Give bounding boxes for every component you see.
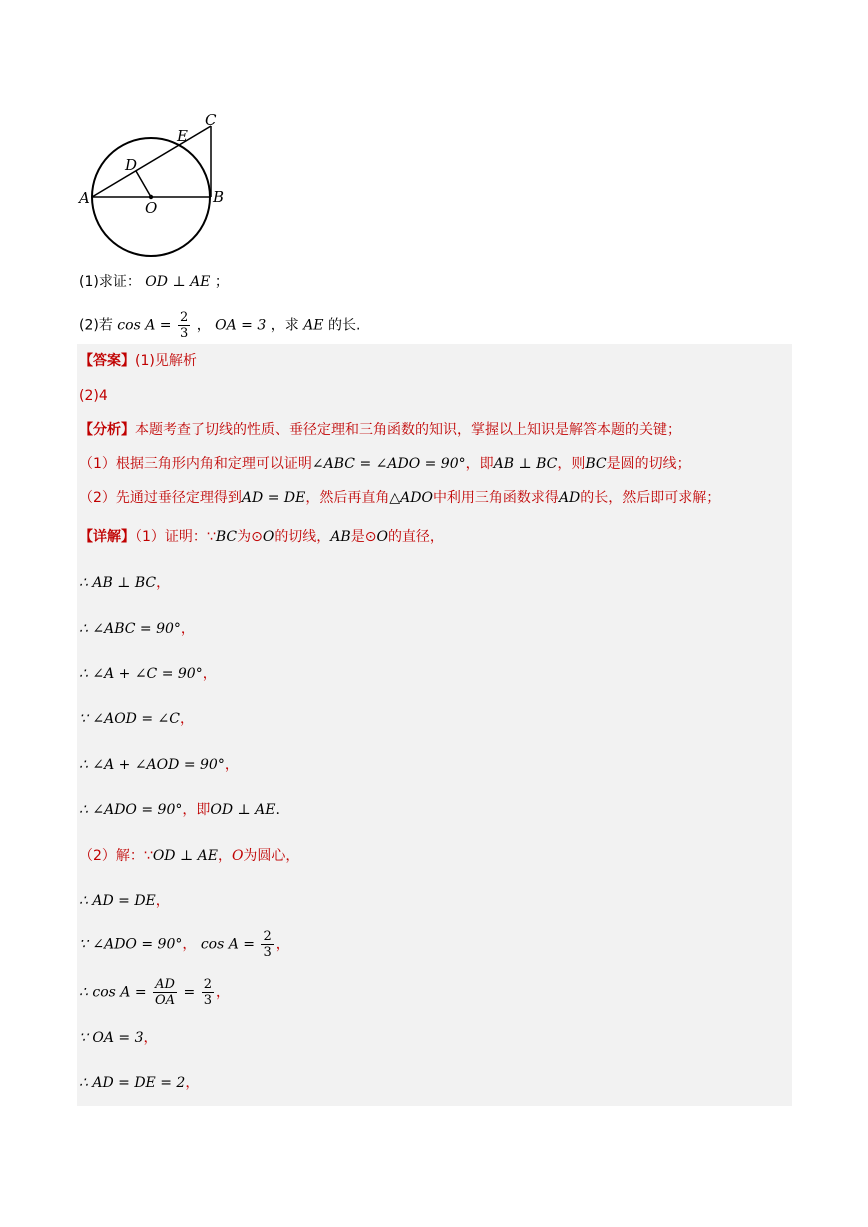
label-a: A (79, 189, 90, 207)
p2-pre: （2）解：∵ (79, 848, 153, 864)
s1-comma: ， (156, 575, 171, 591)
step-7 (79, 891, 170, 911)
q2-fraction (178, 310, 190, 341)
label-d: D (125, 156, 138, 174)
step-6 (79, 800, 280, 820)
q2-ae: AE (303, 317, 324, 334)
d-mid: 为⊙ (237, 529, 263, 545)
q2-prefix: (2)若 (79, 317, 113, 334)
analysis-text: 本题考查了切线的性质、垂径定理和三角函数的知识，掌握以上知识是解答本题的关键； (135, 422, 681, 438)
a1-math-2: AB ⊥ BC (493, 456, 558, 472)
s8-comma-2: ， (275, 936, 290, 953)
label-c: C (205, 111, 217, 129)
s6-math-2: OD ⊥ AE (210, 802, 276, 818)
s8-math-2: cos A = (200, 936, 256, 953)
a1-pre: （1）根据三角形内角和定理可以证明 (79, 456, 312, 472)
a1-math-1: ∠ABC = ∠ADO = 90° (311, 456, 466, 472)
a1-math-3: BC (585, 456, 607, 472)
q2-cos: cos A = (117, 317, 172, 334)
d-mid2: 的切线， (274, 529, 331, 545)
s9-frac-den-2: 3 (203, 993, 212, 1008)
q2-mid2: ，求 (270, 317, 299, 334)
step-4 (79, 709, 194, 729)
d-pre: （1）证明：∵ (135, 529, 216, 545)
a2-math-1: AD = DE (241, 490, 306, 506)
s4-comma: ， (179, 711, 194, 727)
s9-frac-num: AD (153, 977, 177, 993)
answer-line (79, 351, 197, 371)
s10-comma: ， (143, 1030, 158, 1046)
analysis-tag: 【分析】 (79, 422, 135, 438)
s5-comma: ， (224, 757, 239, 773)
a2-mid2: 中利用三角函数求得 (432, 490, 559, 506)
s6-suffix: . (275, 802, 280, 818)
s7-comma: ， (155, 893, 170, 909)
s11-comma: ， (185, 1075, 200, 1091)
answer-2-line (79, 386, 108, 406)
a2-pre: （2）先通过垂径定理得到 (79, 490, 242, 506)
q1-prefix: (1)求证： (79, 274, 141, 290)
label-b: B (213, 188, 225, 206)
q1-math: OD ⊥ AE (145, 274, 211, 290)
step-10 (79, 1028, 157, 1048)
d-math-2: O (262, 529, 275, 545)
q2-mid: ， (196, 317, 211, 334)
step-9 (79, 977, 230, 1008)
s1-math: ∴ AB ⊥ BC (79, 575, 157, 591)
s8-frac-den: 3 (263, 945, 272, 960)
s8-comma-1: ， (182, 936, 197, 953)
q2-oa: OA = 3 (215, 317, 267, 334)
segment-ac (92, 126, 211, 197)
answer-tag: 【答案】 (79, 353, 135, 369)
a2-suffix: 的长，然后即可求解； (580, 490, 721, 506)
a2-math-2: △ADO (389, 490, 433, 506)
label-e: E (177, 127, 188, 145)
s9-math: ∴ cos A = (79, 984, 147, 1001)
label-o: O (145, 199, 158, 217)
s8-frac-num: 2 (263, 929, 272, 944)
question-1 (79, 272, 229, 292)
analysis-line (79, 420, 681, 440)
s9-fraction-1 (153, 977, 177, 1008)
s2-comma: ， (180, 621, 195, 637)
segment-od (136, 171, 151, 197)
p2-mid: ， (217, 848, 232, 864)
s9-frac-num-2: 2 (203, 977, 212, 992)
a1-mid2: ，则 (557, 456, 586, 472)
s9-eq: = (183, 984, 196, 1001)
s4-math: ∵ ∠AOD = ∠C (79, 711, 180, 727)
q1-suffix: ； (214, 274, 229, 290)
analysis-point-1 (79, 454, 691, 474)
step-5 (79, 755, 239, 775)
q2-frac-den: 3 (179, 326, 189, 341)
s9-comma: ， (215, 984, 230, 1001)
answer-2: (2)4 (79, 388, 108, 404)
p2-math-1: OD ⊥ AE (152, 848, 218, 864)
step-3 (79, 664, 217, 684)
p2-math-2: O (231, 848, 244, 864)
s6-math: ∴ ∠ADO = 90° (79, 802, 183, 818)
a2-mid: ，然后再直角 (305, 490, 390, 506)
s2-math: ∴ ∠ABC = 90° (79, 621, 181, 637)
answer-1: (1)见解析 (135, 353, 197, 369)
d-math-3: AB (330, 529, 351, 545)
s3-math: ∴ ∠A + ∠C = 90° (79, 666, 203, 682)
detail-line (79, 527, 444, 547)
s6-mid: ，即 (182, 802, 211, 818)
analysis-point-2 (79, 488, 720, 508)
step-2 (79, 619, 195, 639)
a1-suffix: 是圆的切线； (606, 456, 691, 472)
d-math-1: BC (215, 529, 238, 545)
s9-fraction-2 (202, 977, 214, 1008)
d-suffix: 的直径， (387, 529, 444, 545)
question-2 (79, 310, 360, 341)
a2-math-3: AD (558, 490, 581, 506)
s7-math: ∴ AD = DE (79, 893, 156, 909)
step-11 (79, 1073, 199, 1093)
geometry-figure (74, 108, 234, 260)
circle-tangent-diagram (74, 108, 234, 260)
s8-math-1: ∵ ∠ADO = 90° (79, 936, 183, 953)
q2-frac-num: 2 (179, 310, 189, 325)
s10-math: ∵ OA = 3 (79, 1030, 144, 1046)
d-mid3: 是⊙ (350, 529, 377, 545)
q2-suffix: 的长. (327, 317, 361, 334)
s3-comma: ， (202, 666, 217, 682)
part-2-line (79, 846, 299, 866)
step-8 (79, 929, 290, 960)
s11-math: ∴ AD = DE = 2 (79, 1075, 186, 1091)
s9-frac-den: OA (155, 993, 176, 1008)
p2-suffix: 为圆心， (243, 848, 300, 864)
detail-tag: 【详解】 (79, 529, 135, 545)
d-math-4: O (376, 529, 388, 545)
step-1 (79, 573, 170, 593)
s5-math: ∴ ∠A + ∠AOD = 90° (79, 757, 225, 773)
a1-mid: ，即 (465, 456, 494, 472)
s8-fraction (261, 929, 273, 960)
